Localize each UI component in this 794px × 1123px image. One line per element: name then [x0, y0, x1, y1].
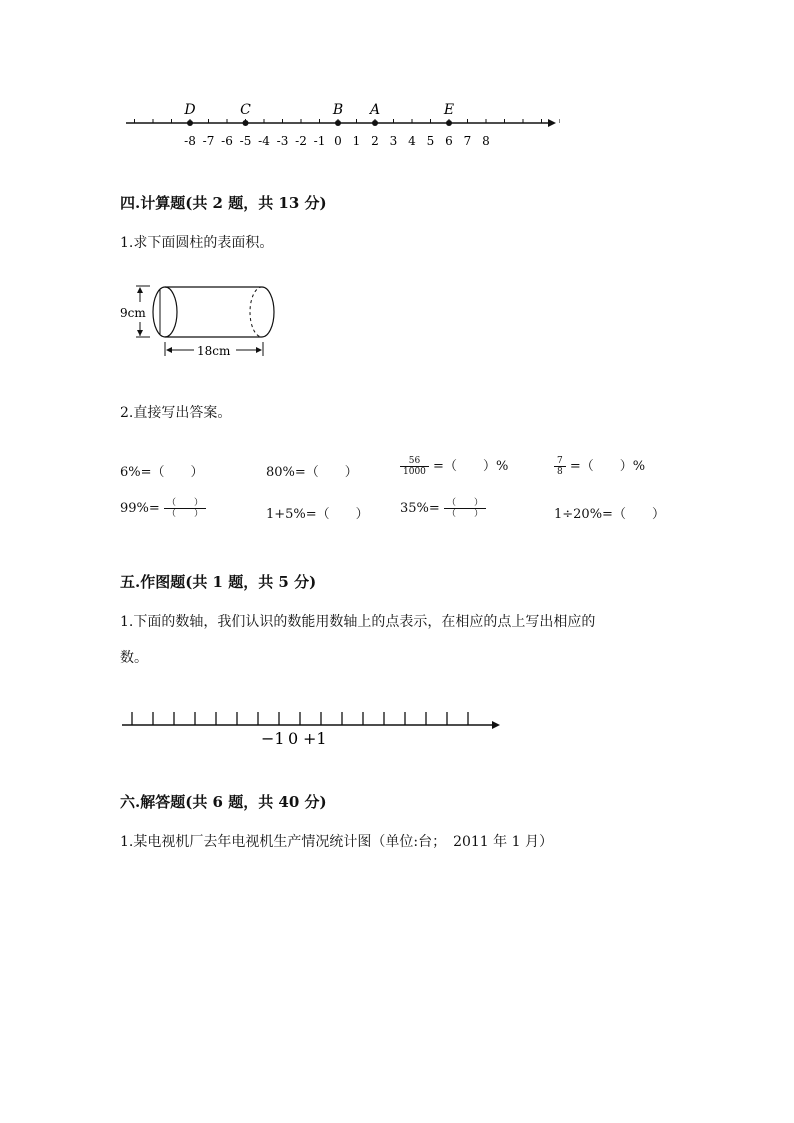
- calc-1-div-20-percent: 1÷20%=（ ）: [554, 507, 665, 522]
- number-line-1-point: [446, 120, 452, 126]
- number-line-1-point-label: E: [443, 102, 455, 118]
- cylinder-length-label: 18cm: [197, 344, 231, 358]
- number-line-1-tick-label: 2: [371, 134, 379, 148]
- section5-heading: 五.作图题(共 1 题，共 5 分): [120, 573, 317, 591]
- number-line-1-tick-label: -8: [184, 134, 196, 148]
- number-line-1: [120, 95, 560, 155]
- axis-label-minus1: −1: [261, 729, 285, 748]
- number-line-1-point: [335, 120, 341, 126]
- number-line-1-tick-label: -6: [221, 134, 233, 148]
- calc-56-over-1000: $\frac{56}{1000}$ =（ ）%: [400, 455, 508, 477]
- number-line-2-arrow: [492, 721, 500, 729]
- fraction-7-8: $\frac{7}{8}$: [554, 456, 566, 477]
- section4-q2: 2.直接写出答案。: [120, 405, 232, 421]
- calc-99-percent: 99%= $\frac{( )}{( )}$: [120, 498, 206, 519]
- calc-1-plus-5-percent: 1+5%=（ ）: [266, 507, 369, 522]
- number-line-1-point: [243, 120, 249, 126]
- blank-fraction-99: $\frac{( )}{( )}$: [164, 498, 206, 519]
- number-line-1-tick-label: 4: [408, 134, 416, 148]
- number-line-1-point-label: D: [184, 102, 196, 118]
- number-line-1-tick-label: -7: [202, 134, 215, 148]
- number-line-1-point-label: A: [369, 102, 381, 118]
- number-line-1-tick-label: -5: [239, 134, 252, 148]
- number-line-1-tick-label: 7: [463, 134, 472, 148]
- calc-7-over-8: $\frac{7}{8}$ =（ ）%: [554, 455, 645, 477]
- number-line-1-tick-label: 1: [352, 134, 361, 148]
- number-line-1-tick-label: 0: [334, 134, 342, 148]
- calc-35-percent: 35%= $\frac{( )}{( )}$: [400, 498, 486, 519]
- section5-q1-line2: 数。: [120, 650, 148, 666]
- number-line-1-point: [187, 120, 193, 126]
- number-line-1-tick-label: -1: [313, 134, 326, 148]
- number-line-1-tick-label: 3: [389, 134, 398, 148]
- axis-label-0: 0: [288, 729, 299, 748]
- number-line-1-arrow: [548, 119, 556, 127]
- section4-q1: 1.求下面圆柱的表面积。: [120, 235, 274, 251]
- cylinder-figure: [118, 280, 288, 365]
- calc-6-percent: 6%=（ ）: [120, 465, 204, 480]
- section5-q1-line1: 1.下面的数轴，我们认识的数能用数轴上的点表示，在相应的点上写出相应的: [120, 614, 596, 630]
- fraction-56-1000: $\frac{56}{1000}$: [400, 456, 429, 477]
- number-line-1-tick-label: -4: [258, 134, 270, 148]
- number-line-1-tick-label: 6: [445, 134, 453, 148]
- axis-label-plus1: +1: [303, 729, 327, 748]
- number-line-1-point: [372, 120, 378, 126]
- calc-80-percent: 80%=（ ）: [266, 465, 358, 480]
- number-line-1-point-label: C: [240, 102, 251, 118]
- blank-fraction-35: $\frac{( )}{( )}$: [444, 498, 486, 519]
- section6-heading: 六.解答题(共 6 题，共 40 分): [120, 793, 327, 811]
- cylinder-diameter-label: 9cm: [120, 306, 146, 320]
- section6-q1: 1.某电视机厂去年电视机生产情况统计图（单位:台； 2011 年 1 月）: [120, 834, 553, 850]
- number-line-1-point-label: B: [332, 102, 344, 118]
- number-line-1-tick-label: 8: [482, 134, 490, 148]
- number-line-2: [118, 700, 508, 750]
- number-line-1-tick-label: -3: [276, 134, 289, 148]
- number-line-1-tick-label: 5: [426, 134, 435, 148]
- number-line-1-tick-label: -2: [295, 134, 307, 148]
- section4-heading: 四.计算题(共 2 题，共 13 分): [120, 194, 327, 212]
